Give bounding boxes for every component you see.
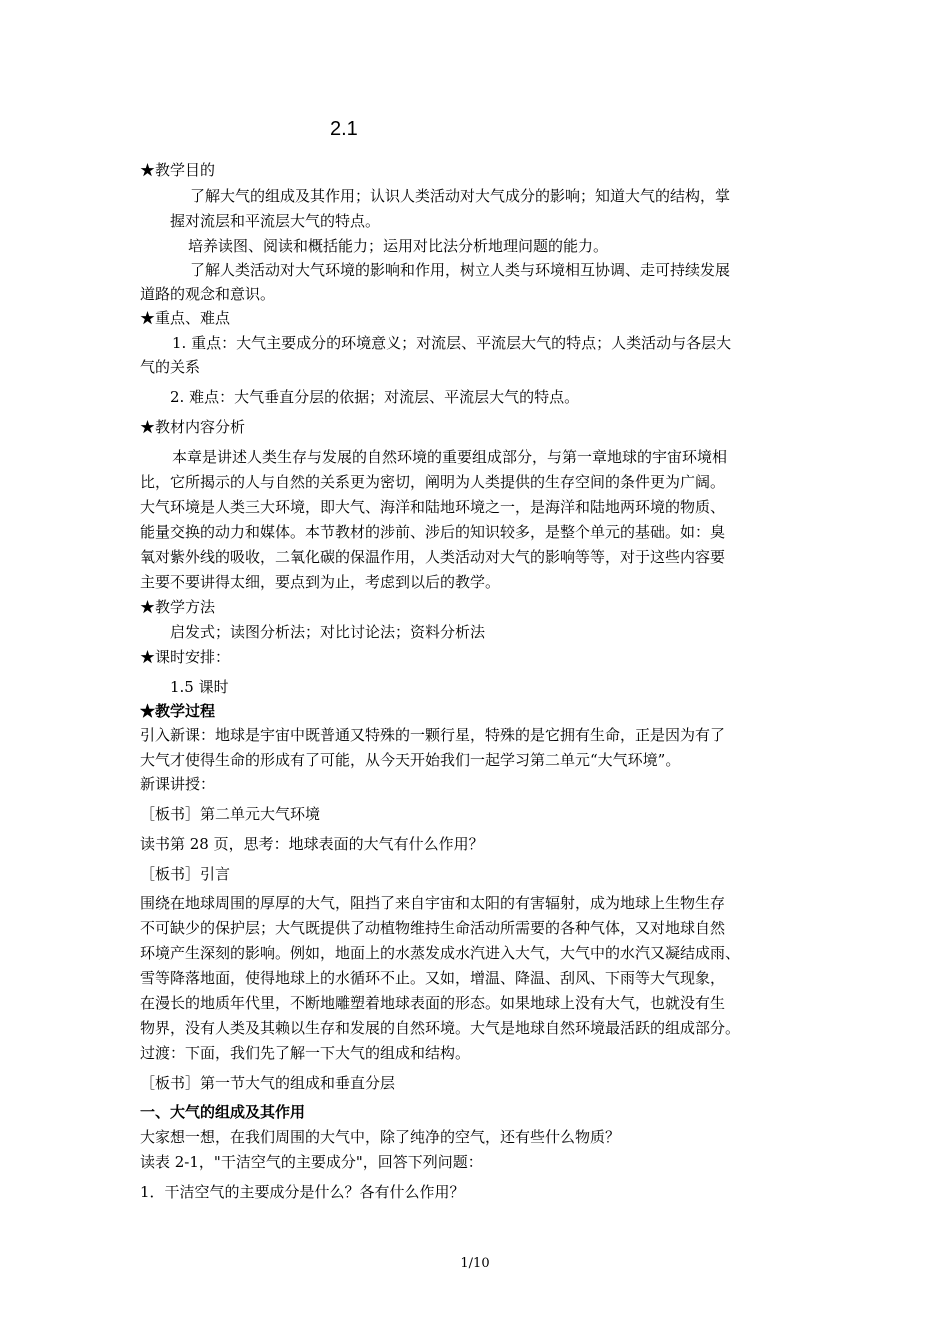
paragraph-line: ［板书］第一节大气的组成和垂直分层 bbox=[140, 1074, 396, 1092]
heading-key-points: ★重点、难点 bbox=[140, 309, 231, 327]
paragraph-line: 读表 2-1，"干洁空气的主要成分"，回答下列问题： bbox=[140, 1153, 483, 1171]
paragraph-line: 1.5 课时 bbox=[170, 678, 229, 696]
paragraph-line: 围绕在地球周围的厚厚的大气，阻挡了来自宇宙和太阳的有害辐射，成为地球上生物生存 bbox=[140, 894, 726, 912]
paragraph-line: ［板书］引言 bbox=[140, 865, 231, 883]
paragraph-line: 大气才使得生命的形成有了可能，从今天开始我们一起学习第二单元“大气环境”。 bbox=[140, 751, 681, 769]
paragraph-line: 环境产生深刻的影响。例如，地面上的水蒸发成水汽进入大气，大气中的水汽又凝结成雨、 bbox=[140, 944, 741, 962]
heading-teaching-process: ★教学过程 bbox=[140, 702, 216, 720]
heading-content-analysis: ★教材内容分析 bbox=[140, 418, 246, 436]
heading-schedule: ★课时安排： bbox=[140, 648, 231, 666]
document-title: 2.1 bbox=[330, 118, 358, 140]
paragraph-line: 新课讲授： bbox=[140, 775, 216, 793]
section-heading: 一、大气的组成及其作用 bbox=[140, 1104, 306, 1121]
paragraph-line: 1．干洁空气的主要成分是什么？各有什么作用？ bbox=[140, 1183, 465, 1201]
paragraph-line: 握对流层和平流层大气的特点。 bbox=[170, 212, 381, 230]
paragraph-line: 2. 难点：大气垂直分层的依据；对流层、平流层大气的特点。 bbox=[170, 388, 580, 406]
paragraph-line: 比，它所揭示的人与自然的关系更为密切，阐明为人类提供的生存空间的条件更为广阔。 bbox=[140, 473, 726, 491]
paragraph-line: 引入新课：地球是宇宙中既普通又特殊的一颗行星，特殊的是它拥有生命，正是因为有了 bbox=[140, 726, 726, 744]
heading-teaching-methods: ★教学方法 bbox=[140, 598, 216, 616]
paragraph-line: 道路的观念和意识。 bbox=[140, 285, 276, 303]
paragraph-line: 物界，没有人类及其赖以生存和发展的自然环境。大气是地球自然环境最活跃的组成部分。 bbox=[140, 1019, 741, 1037]
paragraph-line: ［板书］第二单元大气环境 bbox=[140, 805, 321, 823]
paragraph-line: 过渡：下面，我们先了解一下大气的组成和结构。 bbox=[140, 1044, 471, 1062]
paragraph-line: 了解人类活动对大气环境的影响和作用，树立人类与环境相互协调、走可持续发展 bbox=[190, 261, 731, 279]
paragraph-line: 氧对紫外线的吸收，二氧化碳的保温作用，人类活动对大气的影响等等，对于这些内容要 bbox=[140, 548, 726, 566]
paragraph-line: 大家想一想，在我们周围的大气中，除了纯净的空气，还有些什么物质？ bbox=[140, 1128, 621, 1146]
paragraph-line: 大气环境是人类三大环境，即大气、海洋和陆地环境之一，是海洋和陆地两环境的物质、 bbox=[140, 498, 726, 516]
paragraph-line: 气的关系 bbox=[140, 358, 201, 376]
paragraph-line: 不可缺少的保护层；大气既提供了动植物维持生命活动所需要的各种气体，又对地球自然 bbox=[140, 919, 726, 937]
paragraph-line: 主要不要讲得太细，要点到为止，考虑到以后的教学。 bbox=[140, 573, 501, 591]
paragraph-line: 培养读图、阅读和概括能力；运用对比法分析地理问题的能力。 bbox=[188, 237, 609, 255]
paragraph-line: 雪等降落地面，使得地球上的水循环不止。又如，增温、降温、刮风、下雨等大气现象， bbox=[140, 969, 726, 987]
paragraph-line: 能量交换的动力和媒体。本节教材的涉前、涉后的知识较多，是整个单元的基础。如：臭 bbox=[140, 523, 726, 541]
paragraph-line: 本章是讲述人类生存与发展的自然环境的重要组成部分，与第一章地球的宇宙环境相 bbox=[172, 448, 728, 466]
paragraph-line: 了解大气的组成及其作用；认识人类活动对大气成分的影响；知道大气的结构，掌 bbox=[190, 187, 731, 205]
paragraph-line: 1. 重点：大气主要成分的环境意义；对流层、平流层大气的特点；人类活动与各层大 bbox=[172, 334, 732, 352]
paragraph-line: 在漫长的地质年代里，不断地雕塑着地球表面的形态。如果地球上没有大气，也就没有生 bbox=[140, 994, 726, 1012]
heading-teaching-goals: ★教学目的 bbox=[140, 161, 216, 179]
paragraph-line: 启发式；读图分析法；对比讨论法；资料分析法 bbox=[170, 623, 486, 641]
paragraph-line: 读书第 28 页，思考：地球表面的大气有什么作用？ bbox=[140, 835, 484, 853]
page-number: 1/10 bbox=[460, 1256, 490, 1271]
